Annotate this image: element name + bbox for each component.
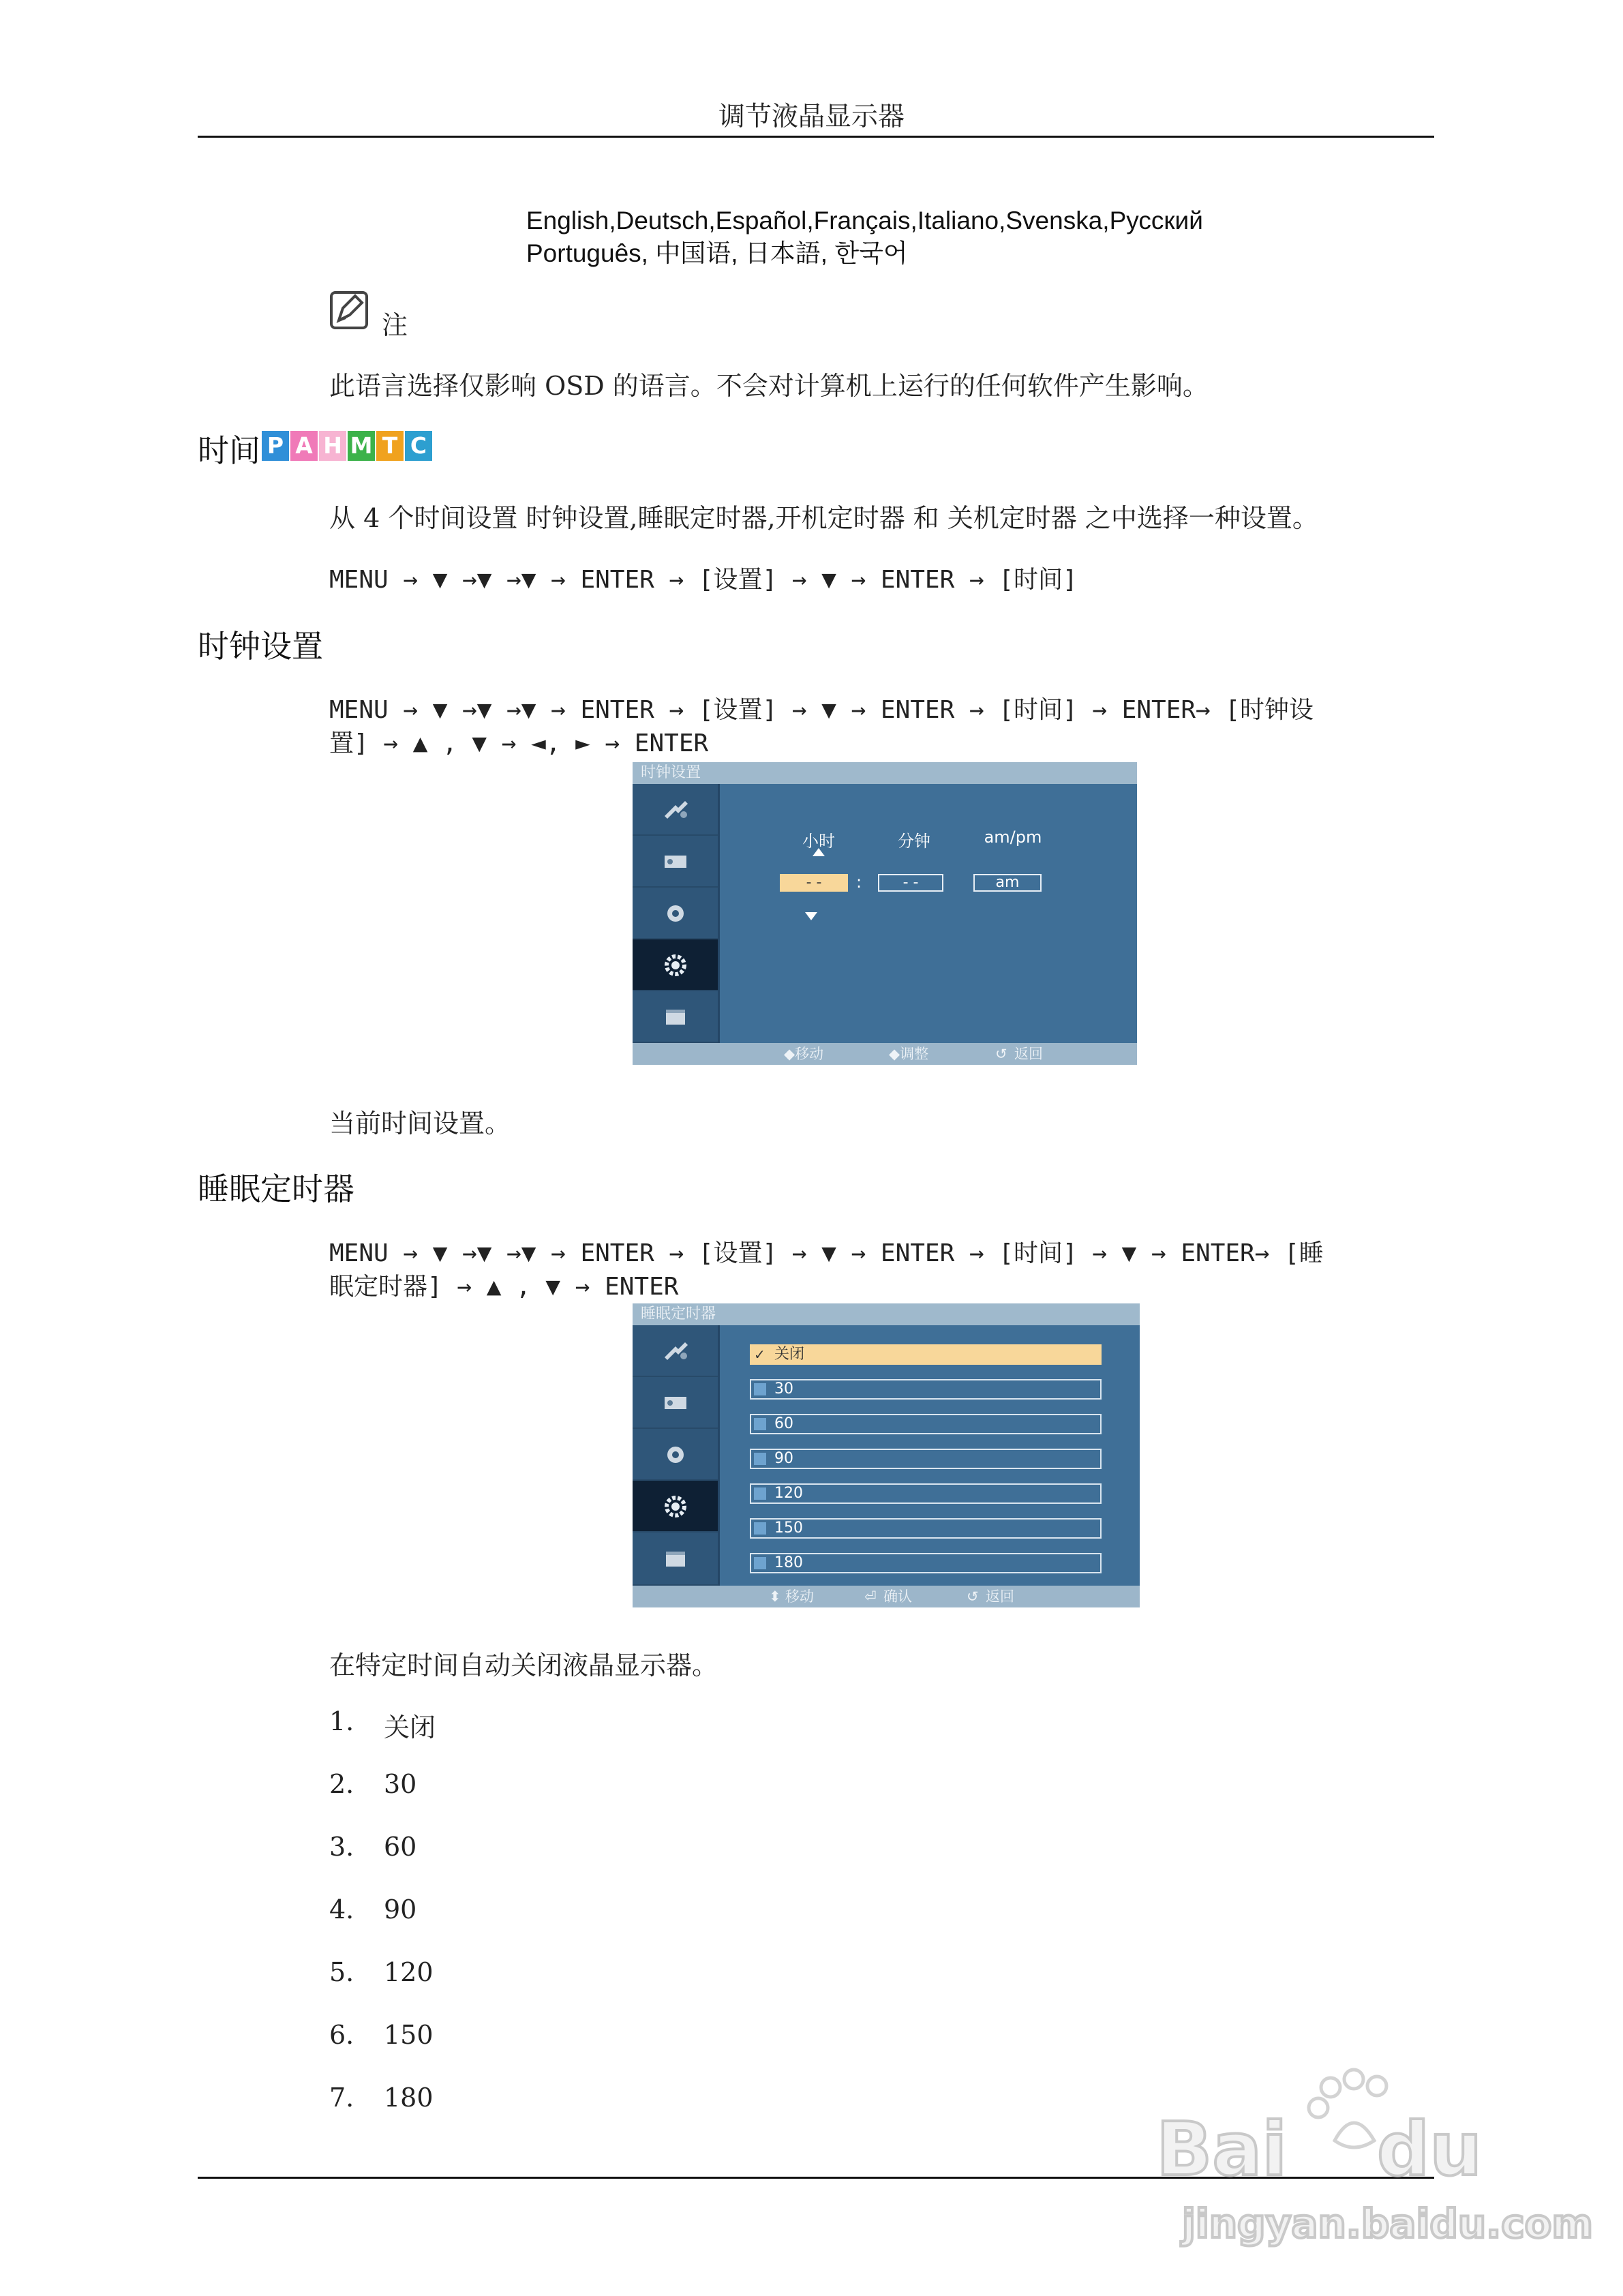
note-text: 此语言选择仅影响 OSD 的语言。不会对计算机上运行的任何软件产生影响。 [329,371,1209,401]
list-item [329,2020,602,2054]
sleep-option-150[interactable] [750,1518,1102,1539]
sleep-option-off[interactable] [750,1344,1102,1365]
clock-osd-screen [633,762,1137,1065]
note-pencil-icon [329,290,369,330]
list-value: 60 [384,1832,417,1862]
language-list-line-1: English,Deutsch,Español,Français,Italiano,Svenska,Pусский [526,207,1203,235]
sleep-osd-screen [633,1303,1140,1607]
list-item [329,1832,602,1866]
note-label: 注 [382,310,408,340]
speaker-icon [658,1385,693,1420]
sidebar-item-setup[interactable] [633,939,718,991]
time-description: 从 4 个时间设置 时钟设置,睡眠定时器,开机定时器 和 关机定时器 之中选择一种设置。 [329,503,1318,533]
option-marker [754,1557,766,1569]
list-item [329,1769,602,1803]
enter-icon: ⏎ [864,1588,877,1605]
clock-menu-path-line-1: MENU → ▼ →▼ →▼ → ENTER → [设置] → ▼ → ENTER → [时间] → ENTER→ [时钟设 [329,696,1314,724]
gear-icon [658,947,693,982]
sleep-menu-path-line-2: 眠定时器] → ▲ , ▼ → ENTER [329,1273,679,1301]
sidebar-item-picture[interactable] [633,784,718,836]
list-item [329,1957,602,1991]
time-menu-path: MENU → ▼ →▼ →▼ → ENTER → [设置] → ▼ → ENTER → [时间] [329,566,1078,594]
clock-heading: 时钟设置 [198,628,323,665]
badge-t: T [376,431,404,461]
sleep-option-30[interactable] [750,1379,1102,1400]
footer-move: 移动 [785,1588,814,1605]
baidu-jingyan-watermark [1152,2052,1593,2256]
window-icon [658,1541,693,1576]
language-list-line-2: Português, 中国语, 日本語, 한국어 [526,239,908,267]
language-list [526,205,1203,270]
gear-icon [658,1488,693,1524]
ampm-field[interactable]: am [973,874,1042,892]
ampm-label: am/pm [984,828,1042,847]
sidebar-item-input[interactable] [633,888,718,939]
badge-p: P [262,431,289,461]
list-number: 4. [329,1894,354,1924]
clock-osd-divider [718,784,720,1043]
list-value: 150 [384,2020,434,2050]
sidebar-item-multi[interactable] [633,991,718,1043]
sleep-option-180[interactable] [750,1553,1102,1573]
list-value: 120 [384,1957,434,1987]
time-separator: : [855,873,862,892]
sleep-option-90[interactable] [750,1449,1102,1469]
list-number: 2. [329,1769,354,1799]
sleep-option-label: 120 [774,1485,803,1502]
hour-field[interactable]: - - [780,874,848,892]
svg-text:jingyan.baidu.com: jingyan.baidu.com [1182,2201,1593,2247]
disc-icon [658,895,693,931]
footer-confirm: 确认 [883,1588,912,1605]
sleep-option-60[interactable] [750,1414,1102,1434]
badge-h: H [319,431,346,461]
list-number: 6. [329,2020,354,2050]
check-icon: ✓ [754,1346,765,1363]
sidebar-item-input[interactable] [633,1429,718,1481]
list-number: 5. [329,1957,354,1987]
svg-text:Bai: Bai [1156,2107,1288,2192]
option-marker [754,1487,766,1500]
picture-icon [658,791,693,827]
list-value: 30 [384,1769,417,1799]
window-icon [658,999,693,1034]
svg-text:du: du [1377,2107,1483,2192]
badge-a: A [290,431,318,461]
sleep-option-120[interactable] [750,1483,1102,1504]
sleep-heading: 睡眠定时器 [198,1170,354,1207]
badge-m: M [348,431,375,461]
list-value: 180 [384,2083,434,2113]
hour-label: 小时 [802,832,835,851]
sidebar-item-picture[interactable] [633,1325,718,1377]
footer-adjust: ◆调整 [889,1046,929,1062]
clock-osd-footer [633,1043,1137,1065]
option-marker [754,1383,766,1395]
speaker-icon [658,843,693,879]
return-icon: ↺ [967,1588,979,1605]
page-header-title: 调节液晶显示器 [718,102,905,132]
clock-menu-path-line-2: 置] → ▲ , ▼ → ◄, ► → ENTER [329,729,709,757]
time-heading: 时间 [198,432,260,469]
product-badges [262,431,434,461]
list-item [329,1706,602,1740]
minute-field[interactable]: - - [878,874,943,892]
list-number: 1. [329,1706,354,1736]
minute-label: 分钟 [898,832,930,851]
sleep-option-label: 150 [774,1520,803,1537]
footer-return: 返回 [986,1588,1014,1605]
list-item [329,1894,602,1929]
sleep-osd-title: 睡眠定时器 [633,1303,1140,1325]
sleep-option-label: 关闭 [774,1346,805,1363]
list-number: 3. [329,1832,354,1862]
sidebar-item-sound[interactable] [633,836,718,888]
sleep-osd-footer [633,1586,1140,1607]
footer-move: ◆移动 [784,1046,824,1062]
list-value: 90 [384,1894,417,1924]
clock-osd-sidebar [633,784,718,1043]
option-marker [754,1522,766,1535]
sidebar-item-setup[interactable] [633,1481,718,1532]
sidebar-item-sound[interactable] [633,1377,718,1429]
sidebar-item-multi[interactable] [633,1532,718,1586]
list-value: 关闭 [384,1712,436,1742]
updown-icon: ⬍ [769,1588,781,1605]
badge-c: C [405,431,432,461]
hour-down-arrow-icon[interactable] [805,912,817,920]
sleep-osd-divider [718,1325,720,1586]
sleep-option-label: 60 [774,1415,793,1432]
sleep-option-list [750,1344,1102,1569]
picture-icon [658,1333,693,1368]
footer-return: 返回 [1014,1046,1043,1062]
disc-icon [658,1436,693,1472]
option-marker [754,1453,766,1465]
option-marker [754,1418,766,1430]
list-item [329,2083,602,2117]
list-number: 7. [329,2083,354,2113]
sleep-option-label: 90 [774,1450,793,1467]
sleep-osd-sidebar [633,1325,718,1586]
clock-osd-title: 时钟设置 [633,762,1137,784]
hour-up-arrow-icon[interactable] [813,848,825,856]
sleep-option-label: 30 [774,1380,793,1398]
clock-caption: 当前时间设置。 [329,1108,511,1138]
sleep-option-label: 180 [774,1554,803,1571]
sleep-caption: 在特定时间自动关闭液晶显示器。 [329,1650,718,1680]
return-icon: ↺ [995,1046,1007,1062]
sleep-menu-path-line-1: MENU → ▼ →▼ →▼ → ENTER → [设置] → ▼ → ENTER → [时间] → ▼ → ENTER→ [睡 [329,1239,1324,1267]
header-rule [198,136,1434,138]
